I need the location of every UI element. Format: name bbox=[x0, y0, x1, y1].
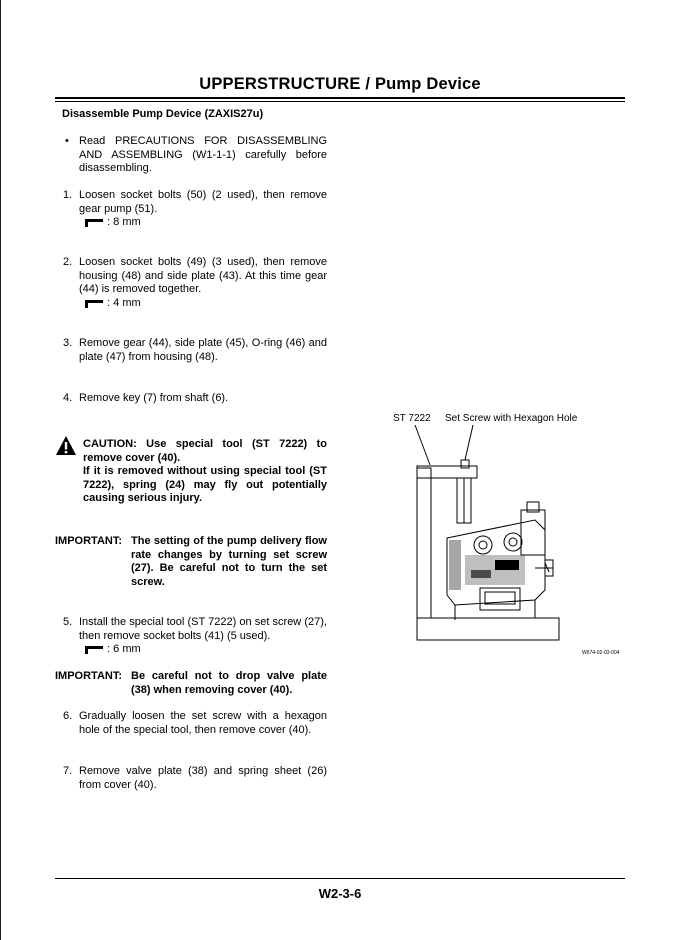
tool-spec-5 bbox=[84, 643, 141, 656]
step-number: 1. bbox=[63, 189, 73, 201]
figure-code: W674-02-03-004 bbox=[582, 650, 620, 656]
step-text: Remove gear (44), side plate (45), O-ring (46) and plate (47) from housing (48). bbox=[79, 337, 327, 363]
caution-text: CAUTION: Use special tool (ST 7222) to remove cover (40). bbox=[83, 438, 327, 464]
figure-label-tool: ST 7222 bbox=[393, 413, 431, 424]
step-number: 4. bbox=[63, 392, 73, 404]
step-number: 5. bbox=[63, 616, 73, 628]
step-text: Loosen socket bolts (50) (2 used), then remove gear pump (51). bbox=[79, 189, 327, 215]
important-text: The setting of the pump delivery flow rate changes by turning set screw (27). Be careful not to turn the set screw. bbox=[131, 535, 327, 588]
tool-size: : 6 mm bbox=[107, 643, 141, 655]
bullet-marker: • bbox=[65, 135, 69, 147]
header-rule-thin bbox=[55, 101, 625, 102]
pump-disassembly-illustration bbox=[385, 420, 560, 645]
step-number: 7. bbox=[63, 765, 73, 777]
step-number: 3. bbox=[63, 337, 73, 349]
step-text: Gradually loosen the set screw with a hexagon hole of the special tool, then remove cover (40). bbox=[79, 710, 327, 736]
leader-line-screw bbox=[465, 425, 473, 460]
intro-text: Read PRECAUTIONS FOR DISASSEMBLING AND ASSEMBLING (W1-1-1) carefully before disassembling. bbox=[79, 135, 327, 175]
footer-rule bbox=[55, 878, 625, 879]
important-label: IMPORTANT: bbox=[55, 670, 123, 682]
leader-line-tool bbox=[415, 425, 430, 465]
page-number: W2-3-6 bbox=[318, 886, 362, 901]
hex-wrench-icon bbox=[84, 218, 104, 227]
tool-size: : 4 mm bbox=[107, 297, 141, 309]
figure-label-screw: Set Screw with Hexagon Hole bbox=[445, 413, 578, 424]
section-heading: Disassemble Pump Device (ZAXIS27u) bbox=[62, 108, 264, 120]
tool-size: : 8 mm bbox=[107, 216, 141, 228]
important-label: IMPORTANT: bbox=[55, 535, 123, 547]
tool-spec-1 bbox=[84, 216, 141, 229]
step-text: Remove key (7) from shaft (6). bbox=[79, 392, 229, 404]
step-text: Remove valve plate (38) and spring sheet (26) from cover (40). bbox=[79, 765, 327, 791]
page-title: UPPERSTRUCTURE / Pump Device bbox=[199, 75, 481, 93]
step-number: 6. bbox=[63, 710, 73, 722]
step-number: 2. bbox=[63, 256, 73, 268]
step-text: Loosen socket bolts (49) (3 used), then remove housing (48) and side plate (43). At this time gear (44) is removed together. bbox=[79, 256, 327, 296]
hex-wrench-icon bbox=[84, 645, 104, 654]
hex-wrench-icon bbox=[84, 299, 104, 308]
warning-triangle-icon bbox=[55, 435, 77, 457]
step-text: Install the special tool (ST 7222) on set screw (27), then remove socket bolts (41) (5 used). bbox=[79, 616, 327, 642]
page-edge-line bbox=[0, 0, 1, 940]
header-rule-thick bbox=[55, 97, 625, 99]
caution-detail: If it is removed without using special tool (ST 7222), spring (24) may fly out potentially causing serious injury. bbox=[83, 465, 327, 505]
important-text: Be careful not to drop valve plate (38) when removing cover (40). bbox=[131, 670, 327, 696]
tool-spec-2 bbox=[84, 297, 141, 310]
